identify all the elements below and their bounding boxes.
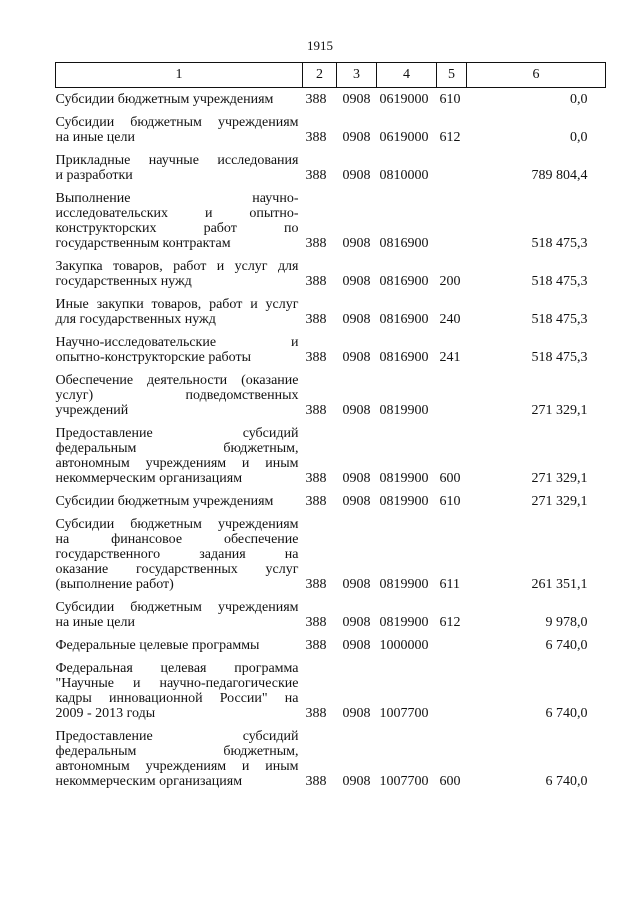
description-line: (выполнение работ) [55,577,174,592]
description-line: конструкторских работ по [55,221,299,236]
row-expense-type: 612 [439,615,461,630]
row-target-code: 0819900 [379,615,429,630]
table-body [56,88,606,798]
page-number: 1915 [307,38,333,53]
description-line: Закупка товаров, работ и услуг для [55,259,299,274]
row-target-code: 0819900 [379,494,429,509]
row-amount: 0,0 [570,92,588,107]
row-expense-type: 610 [439,494,461,509]
description-line: Федеральная целевая программа [55,661,299,676]
table-row [56,517,606,600]
row-target-code: 0619000 [379,130,429,145]
table-row [56,600,606,638]
row-amount: 6 740,0 [545,638,588,653]
row-admin-code: 388 [305,350,327,365]
description-line: и разработки [55,168,133,183]
table-row [56,115,606,153]
row-expense-type [437,153,467,191]
description-line: опытно-конструкторские работы [55,350,252,365]
row-section-code: 0908 [342,577,371,592]
description-line: автономным учреждениям и иным [55,456,299,471]
description-line: государственным контрактам [55,236,231,251]
description-line: учреждений [55,403,129,418]
row-expense-type: 600 [439,471,461,486]
description-line: Субсидии бюджетным учреждениям [55,494,274,509]
row-section-code: 0908 [342,168,371,183]
table-row [56,426,606,494]
description-line: Научно-исследовательские и [55,335,299,350]
row-admin-code: 388 [305,168,327,183]
description-line: государственного задания на [55,547,299,562]
row-section-code: 0908 [342,312,371,327]
row-expense-type [437,661,467,729]
description-line: на иные цели [55,615,135,630]
description-line: Выполнение научно- [55,191,299,206]
budget-table [55,62,606,797]
description-line: некоммерческим организациям [55,471,243,486]
row-section-code: 0908 [342,350,371,365]
description-line: Субсидии бюджетным учреждениям [55,517,299,532]
row-amount: 518 475,3 [531,350,588,365]
row-section-code: 0908 [342,638,371,653]
table-row [56,153,606,191]
table-row [56,661,606,729]
row-amount: 271 329,1 [531,403,588,418]
row-amount: 518 475,3 [531,236,588,251]
row-section-code: 0908 [342,92,371,107]
row-description [56,638,303,661]
row-amount: 271 329,1 [531,471,588,486]
row-admin-code: 388 [305,92,327,107]
row-amount: 9 978,0 [545,615,588,630]
description-line: исследовательских и опытно- [55,206,299,221]
row-target-code: 0819900 [379,577,429,592]
table-row [56,191,606,259]
row-description [56,426,303,494]
row-amount: 6 740,0 [545,706,588,721]
row-description [56,297,303,335]
description-line: Прикладные научные исследования [55,153,299,168]
row-target-code: 1007700 [379,706,429,721]
description-line: услуг) подведомственных [55,388,299,403]
row-target-code: 1000000 [379,638,429,653]
description-line: Иные закупки товаров, работ и услуг [55,297,299,312]
description-line: федеральным бюджетным, [55,441,299,456]
row-description [56,494,303,517]
row-amount: 261 351,1 [531,577,588,592]
description-line: Предоставление субсидий [55,426,299,441]
description-line: Федеральные целевые программы [55,638,260,653]
row-target-code: 0619000 [379,92,429,107]
table-row [56,259,606,297]
row-expense-type: 612 [439,130,461,145]
row-target-code: 0816900 [379,312,429,327]
row-expense-type: 600 [439,774,461,789]
description-line: Предоставление субсидий [55,729,299,744]
row-section-code: 0908 [342,130,371,145]
description-line: для государственных нужд [55,312,216,327]
row-target-code: 0816900 [379,274,429,289]
row-section-code: 0908 [342,706,371,721]
description-line: некоммерческим организациям [55,774,243,789]
row-description [56,600,303,638]
row-expense-type [437,373,467,426]
row-description [56,373,303,426]
row-expense-type: 611 [439,577,460,592]
row-description [56,661,303,729]
row-expense-type: 240 [439,312,461,327]
description-line: кадры инновационной России" на [55,691,299,706]
row-section-code: 0908 [342,274,371,289]
description-line: на финансовое обеспечение [55,532,299,547]
row-section-code: 0908 [342,403,371,418]
row-target-code: 0819900 [379,403,429,418]
row-amount: 789 804,4 [531,168,588,183]
row-admin-code: 388 [305,274,327,289]
row-expense-type [437,191,467,259]
row-admin-code: 388 [305,577,327,592]
header-row [56,63,606,88]
row-admin-code: 388 [305,130,327,145]
description-line: Обеспечение деятельности (оказание [55,373,299,388]
row-description [56,115,303,153]
row-amount: 518 475,3 [531,312,588,327]
row-section-code: 0908 [342,615,371,630]
row-admin-code: 388 [305,615,327,630]
row-description [56,191,303,259]
row-description [56,729,303,797]
table-row [56,373,606,426]
header-col-5: 5 [437,63,467,88]
row-section-code: 0908 [342,494,371,509]
row-amount: 6 740,0 [545,774,588,789]
description-line: на иные цели [55,130,135,145]
row-admin-code: 388 [305,403,327,418]
row-amount: 0,0 [570,130,588,145]
row-admin-code: 388 [305,471,327,486]
table-row [56,297,606,335]
header-col-2: 2 [303,63,337,88]
header-col-6: 6 [467,63,606,88]
row-admin-code: 388 [305,774,327,789]
table-row [56,88,606,116]
row-section-code: 0908 [342,471,371,486]
description-line: 2009 - 2013 годы [55,706,156,721]
table-row [56,494,606,517]
header-col-3: 3 [337,63,377,88]
row-target-code: 0810000 [379,168,429,183]
description-line: Субсидии бюджетным учреждениям [55,600,299,615]
row-section-code: 0908 [342,774,371,789]
table-row [56,638,606,661]
table-row [56,335,606,373]
description-line: Субсидии бюджетным учреждениям [55,92,274,107]
description-line: автономным учреждениям и иным [55,759,299,774]
row-admin-code: 388 [305,236,327,251]
header-col-4: 4 [377,63,437,88]
description-line: федеральным бюджетным, [55,744,299,759]
row-amount: 271 329,1 [531,494,588,509]
row-admin-code: 388 [305,638,327,653]
row-expense-type [437,638,467,661]
row-description [56,88,303,116]
row-amount: 518 475,3 [531,274,588,289]
row-target-code: 0816900 [379,236,429,251]
row-description [56,517,303,600]
row-expense-type: 241 [439,350,461,365]
description-line: государственных нужд [55,274,192,289]
row-target-code: 0816900 [379,350,429,365]
row-description [56,153,303,191]
row-section-code: 0908 [342,236,371,251]
row-description [56,335,303,373]
description-line: Субсидии бюджетным учреждениям [55,115,299,130]
row-target-code: 0819900 [379,471,429,486]
row-expense-type: 610 [439,92,461,107]
row-admin-code: 388 [305,706,327,721]
description-line: "Научные и научно-педагогические [55,676,299,691]
row-admin-code: 388 [305,494,327,509]
row-description [56,259,303,297]
description-line: оказание государственных услуг [55,562,299,577]
row-target-code: 1007700 [379,774,429,789]
row-admin-code: 388 [305,312,327,327]
header-col-1: 1 [56,63,303,88]
row-expense-type: 200 [439,274,461,289]
table-row [56,729,606,797]
table-header [56,63,606,88]
